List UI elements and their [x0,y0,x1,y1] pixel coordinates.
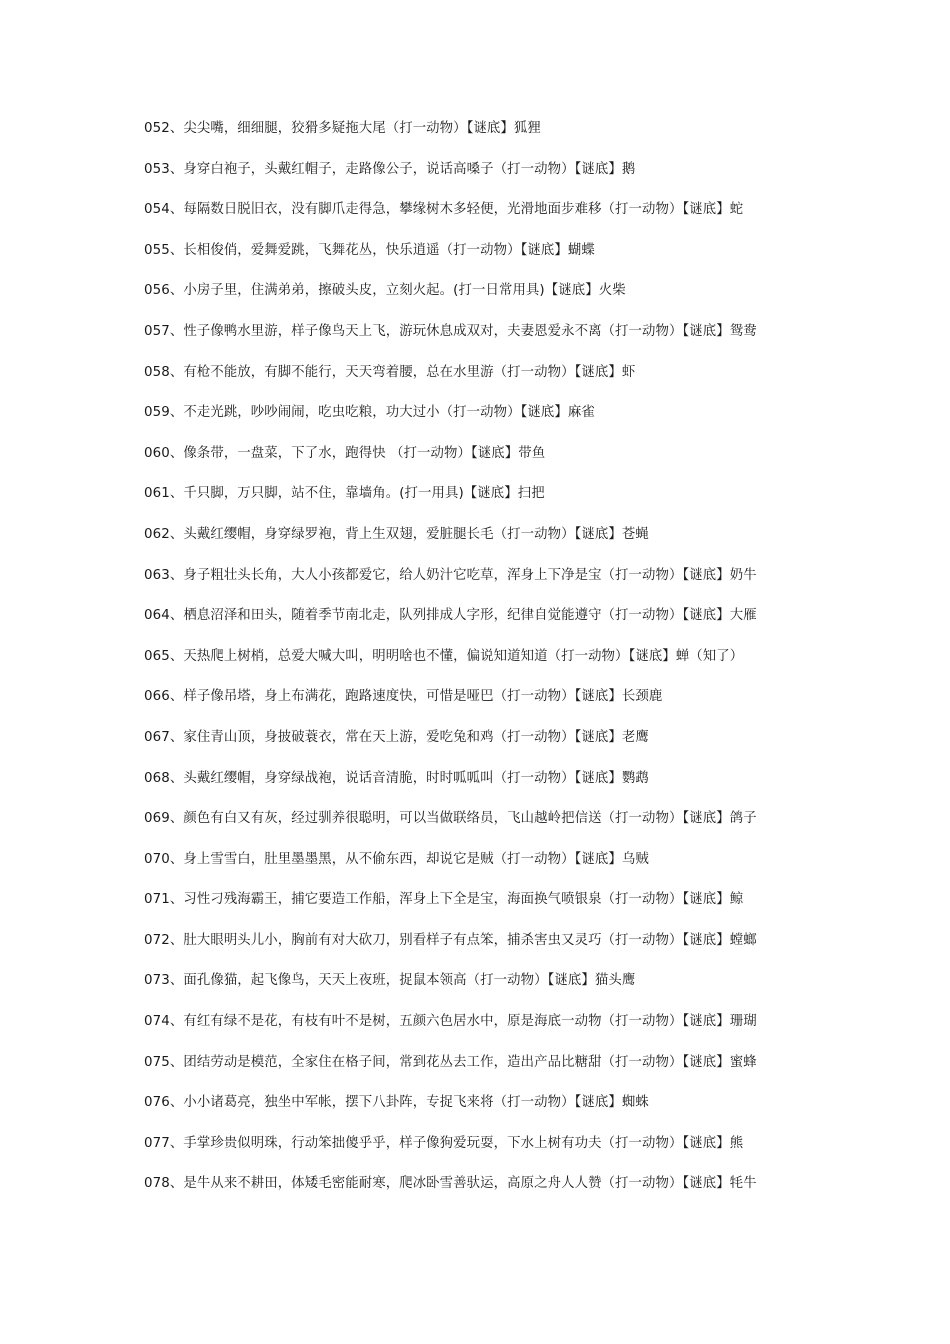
riddle-077: 077、手掌珍贵似明珠，行动笨拙傻乎乎，样子像狗爱玩耍，下水上树有功夫（打一动物）【谜底】熊 [144,1135,744,1151]
riddle-064: 064、栖息沼泽和田头，随着季节南北走，队列排成人字形，纪律自觉能遵守（打一动物）【谜底】大雁 [144,608,757,624]
riddle-055: 055、长相俊俏，爱舞爱跳，飞舞花丛，快乐逍遥（打一动物）【谜底】蝴蝶 [144,242,595,258]
riddle-052: 052、尖尖嘴，细细腿，狡猾多疑拖大尾（打一动物）【谜底】狐狸 [144,121,541,136]
riddle-069: 069、颜色有白又有灰，经过驯养很聪明，可以当做联络员，飞山越岭把信送（打一动物）【谜底】鸽子 [144,811,757,827]
riddle-list [144,117,824,1213]
riddle-075: 075、团结劳动是模范，全家住在格子间，常到花丛去工作，造出产品比糖甜（打一动物）【谜底】蜜蜂 [144,1054,757,1070]
riddle-074: 074、有红有绿不是花，有枝有叶不是树，五颜六色居水中，原是海底一动物（打一动物）【谜底】珊瑚 [144,1014,757,1030]
riddle-054: 054、每隔数日脱旧衣，没有脚爪走得急，攀缘树木多轻便，光滑地面步难移（打一动物）【谜底】蛇 [144,202,744,218]
riddle-070: 070、身上雪雪白，肚里墨墨黑，从不偷东西，却说它是贼（打一动物）【谜底】乌贼 [144,851,649,867]
riddle-057: 057、性子像鸭水里游，样子像鸟天上飞，游玩休息成双对，夫妻恩爱永不离（打一动物）【谜底】鸳鸯 [144,323,757,339]
riddle-068: 068、头戴红缨帽，身穿绿战袍，说话音清脆，时时呱呱叫（打一动物）【谜底】鹦鹉 [144,770,649,786]
riddle-061: 061、千只脚，万只脚，站不住，靠墙角。(打一用具)【谜底】扫把 [144,486,545,502]
riddle-053: 053、身穿白袍子，头戴红帽子，走路像公子，说话高嗓子（打一动物）【谜底】鹅 [144,161,636,177]
riddle-076: 076、小小诸葛亮，独坐中军帐，摆下八卦阵，专捉飞来将（打一动物）【谜底】蜘蛛 [144,1095,649,1111]
riddle-072: 072、肚大眼明头儿小，胸前有对大砍刀，别看样子有点笨，捕杀害虫又灵巧（打一动物）【谜底】螳螂 [144,932,757,948]
riddle-065: 065、天热爬上树梢，总爱大喊大叫，明明啥也不懂，偏说知道知道（打一动物）【谜底】蝉（知了） [144,648,744,664]
riddle-062: 062、头戴红缨帽，身穿绿罗袍，背上生双翅，爱脏腿长毛（打一动物）【谜底】苍蝇 [144,526,649,542]
riddle-067: 067、家住青山顶，身披破蓑衣，常在天上游，爱吃兔和鸡（打一动物）【谜底】老鹰 [144,729,649,745]
riddle-078: 078、是牛从来不耕田，体矮毛密能耐寒，爬冰卧雪善驮运，高原之舟人人赞（打一动物）【谜底】牦牛 [144,1176,757,1192]
riddle-066: 066、样子像吊塔，身上布满花，跑路速度快，可惜是哑巴（打一动物）【谜底】长颈鹿 [144,689,663,705]
riddle-073: 073、面孔像猫，起飞像鸟，天天上夜班，捉鼠本领高（打一动物）【谜底】猫头鹰 [144,973,636,989]
riddle-071: 071、习性刁残海霸王，捕它要造工作船，浑身上下全是宝，海面换气喷银泉（打一动物）【谜底】鲸 [144,892,744,908]
riddle-063: 063、身子粗壮头长角，大人小孩都爱它，给人奶汁它吃草，浑身上下净是宝（打一动物）【谜底】奶牛 [144,567,757,583]
riddle-060: 060、像条带，一盘菜，下了水，跑得快 （打一动物）【谜底】带鱼 [144,445,546,461]
riddle-056: 056、小房子里，住满弟弟，擦破头皮，立刻火起。(打一日常用具)【谜底】火柴 [144,283,626,299]
riddle-059: 059、不走光跳，吵吵闹闹，吃虫吃粮，功大过小（打一动物）【谜底】麻雀 [144,405,595,421]
riddle-058: 058、有枪不能放，有脚不能行，天天弯着腰，总在水里游（打一动物）【谜底】虾 [144,364,636,380]
